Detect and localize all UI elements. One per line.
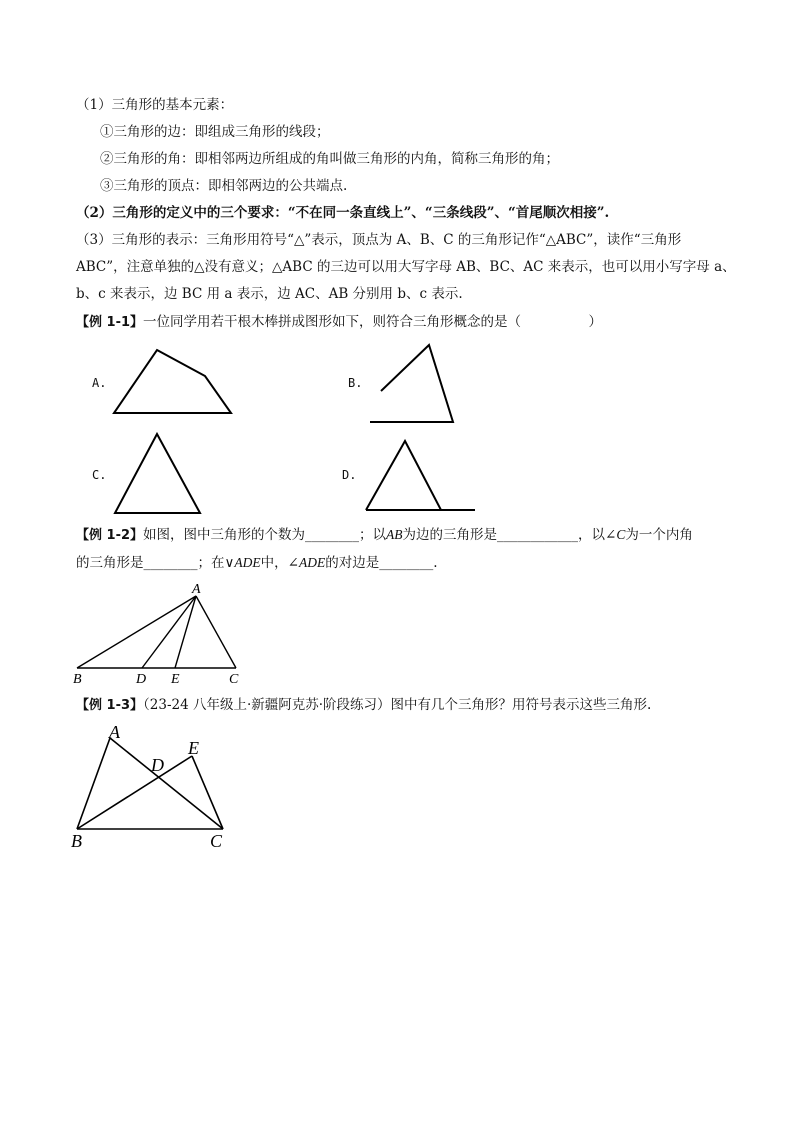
section-2-definition: （2）三角形的定义中的三个要求：“不在同一条直线上”、“三条线段”、“首尾顺次相接”. — [76, 205, 610, 221]
option-b-open-figure — [370, 345, 453, 422]
example-1-3-labels — [71, 722, 223, 851]
fig2-label-a: A — [192, 582, 201, 597]
fig2-label-e: E — [171, 672, 180, 687]
example-1-3-question — [76, 696, 651, 715]
section-3-line1: （3）三角形的表示：三角形用符号“△”表示，顶点为 A、B、C 的三角形记作“△ABC”，读作“三角形 — [76, 232, 682, 248]
option-b-label: B. — [348, 376, 363, 390]
example-1-2-text-e: 中，∠ — [260, 555, 299, 571]
example-1-1-tag: 【例 1-1】 — [76, 315, 144, 330]
option-a-quadrilateral — [114, 350, 231, 413]
example-1-2-line2 — [76, 554, 438, 572]
example-1-2-text-f: 的对边是________. — [325, 555, 438, 571]
fig3-label-c: C — [210, 831, 223, 851]
fig3-label-d: D — [151, 755, 164, 775]
element-angles: ②三角形的角：即相邻两边所组成的角叫做三角形的内角，简称三角形的角； — [100, 151, 559, 167]
option-a-label: A. — [92, 376, 107, 390]
fig2-label-d: D — [136, 672, 147, 687]
fig3-label-b: B — [71, 831, 82, 851]
section-1-heading: （1）三角形的基本元素： — [76, 97, 234, 113]
example-1-2-text-a: 如图，图中三角形的个数为________；以 — [143, 527, 387, 543]
option-c-label: C. — [92, 468, 107, 482]
example-1-2-text-d: 的三角形是________；在∨ — [76, 555, 235, 571]
section-3-line3: b、c 来表示，边 BC 用 a 表示，边 AC、AB 分别用 b、c 表示. — [76, 286, 463, 302]
element-sides: ①三角形的边：即组成三角形的线段； — [100, 124, 330, 140]
example-1-1-text: 一位同学用若干根木棒拼成图形如下，则符合三角形概念的是（ ） — [143, 314, 603, 330]
fig3-label-e: E — [188, 738, 199, 758]
example-1-2-text-c: 为一个内角 — [625, 527, 693, 543]
example-1-2-labels — [73, 582, 239, 687]
angle-c: C — [616, 527, 626, 542]
example-1-3-figure — [77, 738, 223, 829]
example-1-2-text-b: 为边的三角形是____________，以∠ — [402, 527, 617, 543]
example-1-3-text: （23-24 八年级上·新疆阿克苏·阶段练习）图中有几个三角形？用符号表示这些三角形. — [143, 697, 652, 713]
element-vertices: ③三角形的顶点：即相邻两边的公共端点. — [100, 178, 348, 194]
section-3-line2: ABC”，注意单独的△没有意义；△ABC 的三边可以用大写字母 AB、BC、AC 来表示，也可以用小写字母 a、 — [76, 259, 736, 275]
segment-ab: AB — [386, 527, 403, 542]
triangle-ade: ADE — [234, 555, 261, 570]
angle-ade: ADE — [298, 555, 326, 570]
example-1-2-tag: 【例 1-2】 — [76, 528, 144, 543]
fig2-label-c: C — [229, 672, 239, 687]
example-1-2-figure — [77, 596, 236, 668]
example-1-3-tag: 【例 1-3】 — [76, 698, 144, 713]
option-c-triangle — [115, 434, 200, 513]
example-1-2-line1 — [76, 526, 693, 545]
fig2-label-b: B — [73, 672, 82, 687]
option-d-figure — [366, 441, 441, 510]
option-d-label: D. — [342, 468, 357, 482]
fig3-label-a: A — [109, 722, 120, 742]
